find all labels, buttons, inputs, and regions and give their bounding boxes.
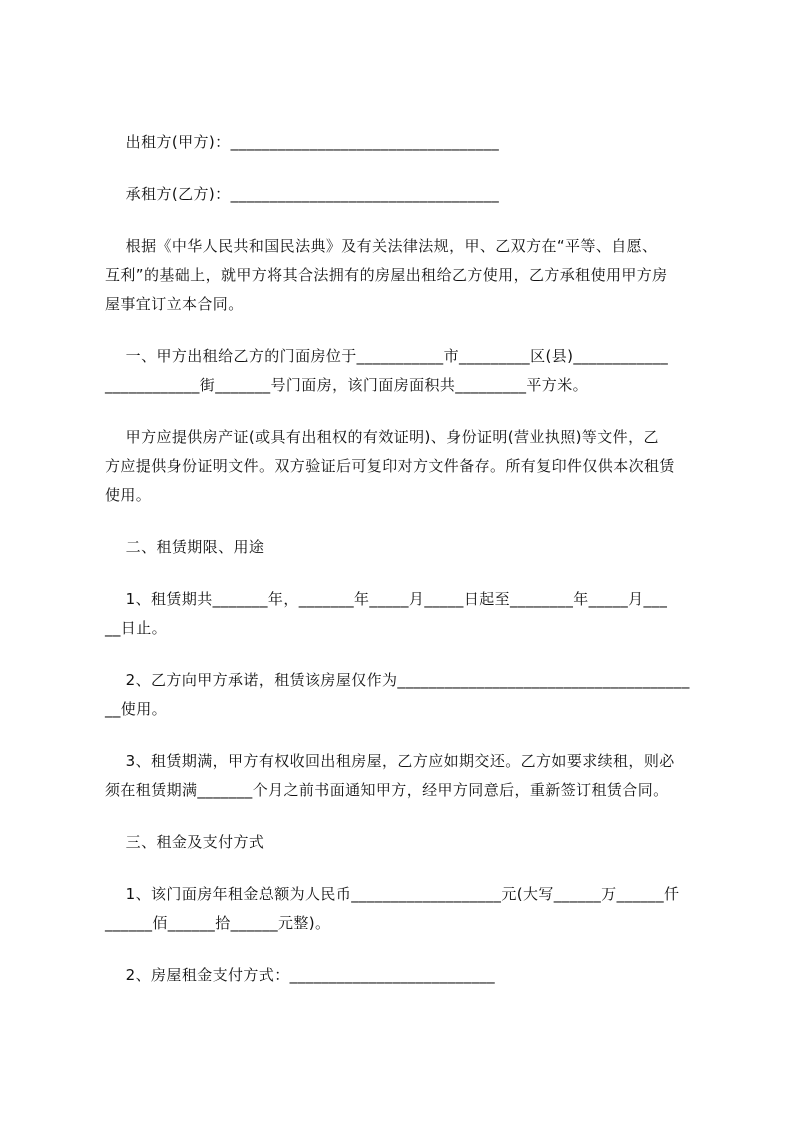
section-2-heading: 二、租赁期限、用途 [105,538,265,556]
preamble-line-3: 屋事宜订立本合同。 [105,295,244,313]
preamble-line-2: 互利”的基础上，就甲方将其合法拥有的房屋出租给乙方使用，乙方承租使用甲方房 [105,266,668,284]
clause-1-line-2: ____________街_______号门面房，该门面房面积共_________平方米。 [105,376,589,394]
term-line-1: 1、租赁期共_______年，_______年_____月_____日起至________年_____月___ [105,590,668,608]
term-line-2: __日止。 [105,619,168,637]
lessor-field: 出租方(甲方)：__________________________________ [105,133,500,151]
documents-line-1: 甲方应提供房产证(或具有出租权的有效证明)、身份证明(营业执照)等文件，乙 [105,428,659,446]
rent-line-1: 1、该门面房年租金总额为人民币___________________元(大写______万______仟 [105,885,680,903]
preamble-line-1: 根据《中华人民共和国民法典》及有关法律法规，甲、乙双方在“平等、自愿、 [105,237,658,255]
renewal-line-2: 须在租赁期满_______个月之前书面通知甲方，经甲方同意后，重新签订租赁合同。 [105,781,669,799]
clause-1-line-1: 一、甲方出租给乙方的门面房位于___________市_________区(县)____________ [105,347,669,365]
use-line-1: 2、乙方向甲方承诺，租赁该房屋仅作为_____________________________________ [105,671,690,689]
use-line-2: __使用。 [105,700,168,718]
rent-line-2: ______佰______拾______元整)。 [105,914,331,932]
documents-line-2: 方应提供身份证明文件。双方验证后可复印对方文件备存。所有复印件仅供本次租赁 [105,457,675,475]
section-3-heading: 三、租金及支付方式 [105,833,265,851]
documents-line-3: 使用。 [105,486,152,504]
renewal-line-1: 3、租赁期满，甲方有权收回出租房屋，乙方应如期交还。乙方如要求续租，则必 [105,752,675,770]
payment-method-field: 2、房屋租金支付方式：__________________________ [105,966,496,984]
lessee-field: 承租方(乙方)：__________________________________ [105,185,500,203]
